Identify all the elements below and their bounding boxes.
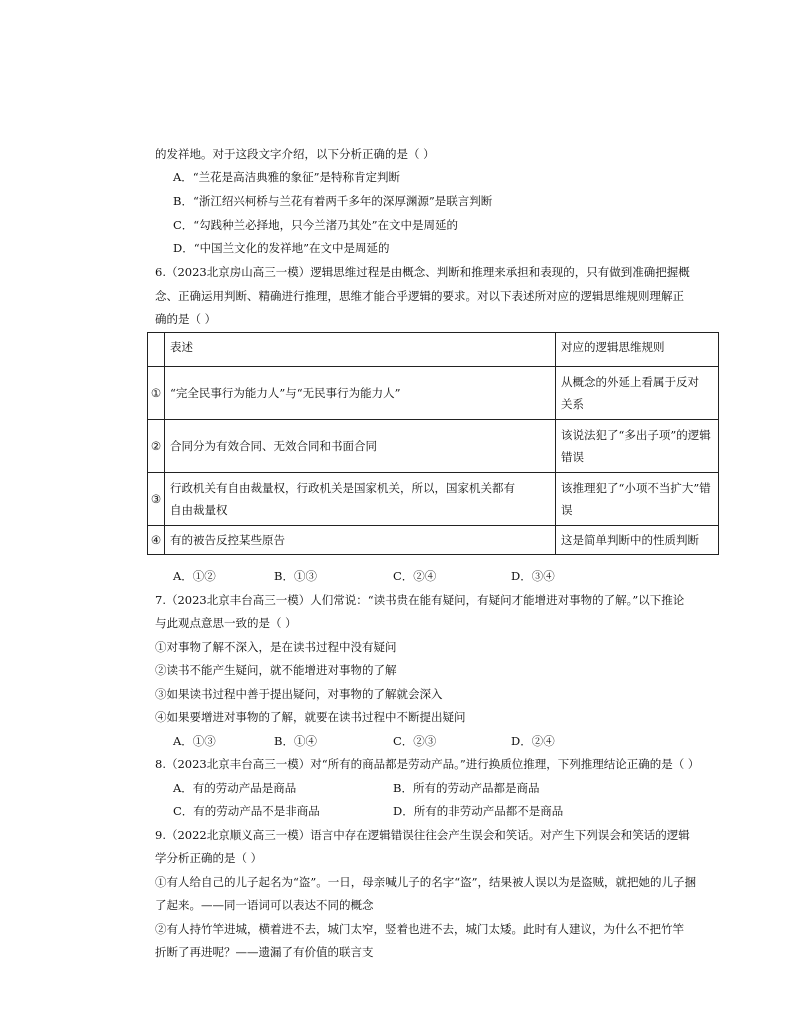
q7-option-d: D．②④ — [511, 734, 555, 748]
row-statement — [165, 526, 556, 555]
q7-option-b: B．①④ — [274, 734, 317, 748]
table-row — [148, 473, 719, 526]
q7-stem-line1: 7.（2023北京丰台高三一模）人们常说：“读书贵在能有疑问，有疑问才能增进对事物的了解。”以下推论 — [155, 593, 685, 607]
rule-text: 该说法犯了“多出子项”的逻辑 — [561, 428, 711, 442]
q5-option-d: D．“中国兰文化的发祥地”在文中是周延的 — [173, 241, 390, 255]
q7-item-4: ④如果要增进对事物的了解，就要在读书过程中不断提出疑问 — [155, 710, 466, 724]
q6-option-a: A．①② — [173, 569, 216, 583]
rule-text: 误 — [561, 503, 573, 517]
table-row — [148, 367, 719, 420]
q9-text-line2: 了起来。——同一语词可以表达不同的概念 — [155, 898, 374, 912]
q7-option-c: C．②③ — [393, 734, 437, 748]
q8-stem: 8.（2023北京丰台高三一模）对“所有的商品都是劳动产品。”进行换质位推理，下列推理结论正确的是（ ） — [155, 757, 700, 771]
q7-stem-line2: 与此观点意思一致的是（ ） — [155, 616, 297, 630]
row-rule — [556, 473, 719, 526]
q5-option-a: A．“兰花是高洁典雅的象征”是特称肯定判断 — [173, 170, 401, 184]
row-statement — [165, 473, 556, 526]
statement-text: 合同分为有效合同、无效合同和书面合同 — [170, 439, 377, 453]
table-header-row — [148, 333, 719, 367]
q7-item-2: ②读书不能产生疑问，就不能增进对事物的了解 — [155, 663, 397, 677]
q9-text-line3: ②有人持竹竿进城，横着进不去，城门太窄，竖着也进不去，城门太矮。此时有人建议，为什么不把竹竿 — [155, 922, 684, 936]
statement-text: 有的被告反控某些原告 — [170, 533, 285, 547]
row-rule — [556, 526, 719, 555]
q8-option-b: B．所有的劳动产品都是商品 — [393, 781, 540, 795]
q6-stem-line1: 6.（2023北京房山高三一模）逻辑思维过程是由概念、判断和推理来承担和表现的，只有做到准确把握概 — [155, 265, 690, 279]
rule-text: 从概念的外延上看属于反对 — [561, 375, 699, 389]
row-rule — [556, 367, 719, 420]
table-header-statement: 表述 — [165, 333, 556, 367]
row-statement — [165, 367, 556, 420]
q6-stem-line2: 念、正确运用判断、精确进行推理，思维才能合乎逻辑的要求。对以下表述所对应的逻辑思维规则理解正 — [155, 289, 684, 303]
q5-stem-tail: 的发祥地。对于这段文字介绍，以下分析正确的是（ ） — [155, 147, 435, 161]
q7-item-3: ③如果读书过程中善于提出疑问，对事物的了解就会深入 — [155, 687, 443, 701]
statement-text: 自由裁量权 — [170, 503, 228, 517]
statement-text: 行政机关有自由裁量权，行政机关是国家机关，所以，国家机关都有 — [170, 481, 515, 495]
table-row — [148, 420, 719, 473]
q6-option-b: B．①③ — [274, 569, 317, 583]
q9-stem-line1: 9.（2022北京顺义高三一模）语言中存在逻辑错误往往会产生误会和笑话。对产生下列误会和笑话的逻辑 — [155, 828, 690, 842]
q8-option-c: C．有的劳动产品不是非商品 — [173, 804, 320, 818]
q7-option-a: A．①③ — [173, 734, 216, 748]
rule-text: 错误 — [561, 450, 584, 464]
row-statement — [165, 420, 556, 473]
row-number: ② — [148, 420, 165, 473]
rule-text: 这是简单判断中的性质判断 — [561, 533, 699, 547]
q9-text-line1: ①有人给自己的儿子起名为“盗”。一日，母亲喊儿子的名字“盗”，结果被人误以为是盗贼，就把她的儿子捆 — [155, 875, 697, 889]
q6-option-d: D．③④ — [511, 569, 555, 583]
q6-stem-line3: 确的是（ ） — [155, 312, 217, 326]
q6-option-c: C．②④ — [393, 569, 437, 583]
q8-option-d: D．所有的非劳动产品都不是商品 — [393, 804, 564, 818]
statement-text: “完全民事行为能力人”与“无民事行为能力人” — [170, 386, 401, 400]
q9-text-line4: 折断了再进呢？——遗漏了有价值的联言支 — [155, 945, 374, 959]
row-rule — [556, 420, 719, 473]
q5-option-b: B．“浙江绍兴柯桥与兰花有着两千多年的深厚渊源”是联言判断 — [173, 194, 493, 208]
row-number: ④ — [148, 526, 165, 555]
row-number: ③ — [148, 473, 165, 526]
table-row — [148, 526, 719, 555]
rule-text: 关系 — [561, 397, 584, 411]
table-header-rule: 对应的逻辑思维规则 — [556, 333, 719, 367]
row-number: ① — [148, 367, 165, 420]
q6-table — [147, 332, 719, 555]
table-header-num — [148, 333, 165, 367]
q9-stem-line2: 学分析正确的是（ ） — [155, 851, 263, 865]
q7-item-1: ①对事物了解不深入，是在读书过程中没有疑问 — [155, 640, 397, 654]
q5-option-c: C．“勾践种兰必择地，只今兰渚乃其处”在文中是周延的 — [173, 218, 459, 232]
rule-text: 该推理犯了“小项不当扩大”错 — [561, 481, 711, 495]
q8-option-a: A．有的劳动产品是商品 — [173, 781, 297, 795]
